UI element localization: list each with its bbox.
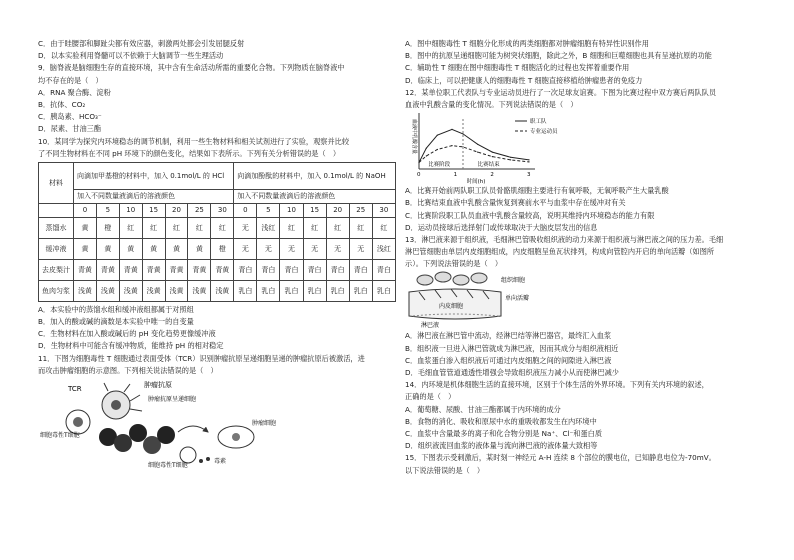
- table-cell-color: 青黄: [96, 259, 119, 280]
- text-line: 示）。下列说法错误的是（ ）: [405, 259, 503, 269]
- label-antigen: 肿瘤抗原: [144, 381, 172, 389]
- text-line: 11．下图为细胞毒性 T 细胞通过表面受体（TCR）识别肿瘤抗原呈递细胞呈递的肿瘤抗原后被激活，进: [38, 353, 365, 363]
- label-tcr: TCR: [68, 385, 82, 393]
- table-row: [39, 259, 396, 280]
- table-cell-color: 青黄: [211, 259, 234, 280]
- table-drop-count: 0: [74, 203, 97, 217]
- table-cell-color: 乳白: [349, 280, 372, 301]
- text-line: D．以本实验利用脊髓可以不依赖于大脑调节一些生理活动: [38, 51, 224, 61]
- text-line: A．本实验中的蒸馏水组和缓冲液组都属于对照组: [38, 304, 194, 314]
- table-drop-count: 30: [211, 203, 234, 217]
- tissue-cell-4: [471, 273, 487, 283]
- table-row: [39, 217, 396, 238]
- lactate-chart: [405, 111, 765, 185]
- text-line: C．血浆中含量最多的离子和化合物分别是 Na⁺、Cl⁻和蛋白质: [405, 428, 603, 438]
- tumor-cell-3: [129, 424, 147, 442]
- table-cell-color: 浅黄: [119, 280, 142, 301]
- table-drop-count: 25: [349, 203, 372, 217]
- table-cell-color: 浅黄: [142, 280, 165, 301]
- table-row-material: 缓冲液: [39, 238, 74, 259]
- series-point-1: [437, 149, 438, 150]
- text-line: B．比赛结束血液中乳酸含量恢复到赛前水平与血浆中存在缓冲对有关: [405, 198, 626, 208]
- table-cell-color: 红: [280, 217, 303, 238]
- series-point-1: [492, 156, 493, 157]
- text-line: 淋巴管细胞由单层内皮细胞组成，内皮细胞呈鱼瓦状排列，构成向管腔内开启的单向活瓣（如图所: [405, 247, 715, 257]
- table-cell-color: 无: [326, 238, 349, 259]
- text-line: 均不存在的是（ ）: [38, 75, 103, 85]
- right-a-text: [405, 38, 765, 111]
- text-line: 14．内环境是机体细胞生活的直接环境，区别于个体生活的外界环境。下列有关内环境的叙述，: [405, 380, 709, 390]
- table-cell-color: 无: [280, 238, 303, 259]
- series-point-0: [451, 129, 452, 130]
- table-cell-color: 红: [142, 217, 165, 238]
- text-line: 13．淋巴液来源于组织液，毛细淋巴管吸收组织液的动力来源于组织液与淋巴液之间的压力差。毛细: [405, 234, 724, 244]
- figure-11: [38, 377, 398, 469]
- table-cell-color: 青白: [280, 259, 303, 280]
- table-cell-color: 黄: [96, 238, 119, 259]
- text-line: A．葡萄糖、尿酸、甘油三酯都属于内环境的成分: [405, 404, 561, 414]
- x-axis-label: 时间(h): [466, 179, 486, 186]
- label-interstitial: 组织细胞: [501, 277, 526, 285]
- table-cell-color: 黄: [74, 217, 97, 238]
- legend-label-1: 专业运动员: [530, 129, 558, 136]
- series-point-1: [510, 159, 511, 160]
- table-naoh-header: 向滴加酚酞的材料中，加入 0.1mol/L 的 NaOH: [234, 162, 396, 189]
- text-line: D．毛细血管管道通透性增强会导致组织液压力减小从而使淋巴减少: [405, 368, 619, 377]
- table-material-header: 材料: [39, 162, 74, 203]
- table-cell-color: 青白: [234, 259, 257, 280]
- table-drop-count: 30: [372, 203, 395, 217]
- series-point-0: [477, 144, 478, 145]
- right-b-text: [405, 185, 765, 270]
- table-cell-color: 红: [349, 217, 372, 238]
- text-line: A．比赛开始前两队职工队员骨骼肌细胞主要进行有氧呼吸，无氧呼吸产生大量乳酸: [405, 186, 669, 196]
- text-line: A．图中细胞毒性 T 细胞分化形成的两类细胞都对肿瘤细胞有特异性识别作用: [405, 39, 649, 48]
- table-cell-color: 橙: [211, 238, 234, 259]
- right-c-text: [405, 330, 765, 476]
- series-point-1: [477, 152, 478, 153]
- label-toxin: 毒素: [214, 458, 227, 465]
- figure-12: [405, 111, 765, 185]
- table-cell-color: 乳白: [257, 280, 280, 301]
- table-drops-label: [39, 203, 74, 217]
- table-subheader-hcl: 加入不同数量液滴后的溶液颜色: [74, 189, 234, 203]
- annotation-end: 比赛结束: [477, 162, 500, 169]
- text-line: C．由于眭腰部和脚趾尖都有效应器，刺激两处都会引发屈腿反射: [38, 39, 245, 48]
- table-cell-color: 红: [303, 217, 326, 238]
- text-line: B．抗体、CO₂: [38, 99, 86, 109]
- table-cell-color: 浅黄: [96, 280, 119, 301]
- table-cell-color: 乳白: [326, 280, 349, 301]
- table-cell-color: 无: [257, 238, 280, 259]
- table-cell-color: 无: [303, 238, 326, 259]
- table-drop-count: 25: [188, 203, 211, 217]
- text-line: C．生物材料在加入酸或碱后的 pH 变化趋势更像缓冲液: [38, 329, 216, 339]
- table-drop-count: 20: [326, 203, 349, 217]
- table-cell-color: 青白: [326, 259, 349, 280]
- table-cell-color: 青白: [349, 259, 372, 280]
- series-point-1: [418, 162, 419, 163]
- x-tick-label: 0: [417, 172, 421, 179]
- table-row: [39, 238, 396, 259]
- text-line: 正确的是（ ）: [405, 392, 456, 402]
- label-endothelium: 内皮细胞: [439, 303, 464, 311]
- table-cell-color: 黄: [188, 238, 211, 259]
- table-drop-count: 15: [303, 203, 326, 217]
- label-tumor: 肿瘤细胞: [252, 420, 277, 427]
- table-cell-color: 浅黄: [165, 280, 188, 301]
- table-drop-count: 20: [165, 203, 188, 217]
- table-cell-color: 橙: [96, 217, 119, 238]
- table-row-material: 蒸馏水: [39, 217, 74, 238]
- lymph-diagram: [405, 270, 765, 330]
- table-drop-count: 10: [280, 203, 303, 217]
- table-row-material: 去皮梨汁: [39, 259, 74, 280]
- text-line: 以下说法错误的是（ ）: [405, 465, 485, 475]
- left-column: [38, 38, 398, 469]
- text-line: D．生物材料中可能含有缓冲物质，能维持 pH 的相对稳定: [38, 341, 224, 351]
- table-cell-color: 红: [188, 217, 211, 238]
- text-line: 而攻击肿瘤细胞的示意图。下列相关说法错误的是（ ）: [38, 365, 218, 375]
- text-line: B．食物的消化、吸收和原尿中水的重吸收都发生在内环境中: [405, 416, 597, 426]
- tumor-cell-5: [157, 426, 175, 444]
- right-column: [405, 38, 765, 477]
- text-line: 9．脑脊液是脑细胞生存的直接环境，其中含有生命活动所需的重要化合物。下列物质在脑脊液中: [38, 63, 345, 73]
- tumor-cell-2: [114, 434, 132, 452]
- series-point-1: [528, 161, 529, 162]
- table-cell-color: 浅黄: [211, 280, 234, 301]
- label-presenting: 肿瘤抗原呈递细胞: [148, 396, 197, 403]
- table-cell-color: 青白: [372, 259, 395, 280]
- table-cell-color: 无: [234, 238, 257, 259]
- table-cell-color: 青黄: [165, 259, 188, 280]
- series-point-0: [437, 135, 438, 136]
- figure-13: [405, 270, 765, 330]
- text-line: C．辅助性 T 细胞在图中细胞毒性 T 细胞活化的过程也发挥着重要作用: [405, 63, 630, 73]
- legend-label-0: 职工队: [530, 119, 547, 126]
- label-tcell: 细胞毒性T细胞: [40, 432, 80, 439]
- series-point-0: [426, 148, 427, 149]
- table-cell-color: 乳白: [234, 280, 257, 301]
- text-line: B．图中的抗原呈递细胞可能为树突状细胞，除此之外，B 细胞和巨噬细胞也具有呈递抗原的功能: [405, 51, 712, 61]
- text-line: C．比赛阶段职工队员血液中乳酸含量较高，说明其维持内环境稳态的能力有限: [405, 210, 655, 220]
- text-line: B．组织液一旦进入淋巴管就成为淋巴液，因而其成分与组织液相近: [405, 343, 619, 353]
- series-point-0: [462, 133, 463, 134]
- table-cell-color: 黄: [165, 238, 188, 259]
- table-cell-color: 浅黄: [74, 280, 97, 301]
- table-cell-color: 青白: [303, 259, 326, 280]
- tissue-cell-3: [453, 275, 469, 285]
- table-cell-color: 红: [119, 217, 142, 238]
- text-line: A．RNA 聚合酶、淀粉: [38, 87, 111, 97]
- series-point-0: [492, 152, 493, 153]
- table-cell-color: 青黄: [74, 259, 97, 280]
- table-cell-color: 青黄: [142, 259, 165, 280]
- table-drop-count: 15: [142, 203, 165, 217]
- text-line: D．运动员接球后选择射门或传球取决于大脑皮层发出的信息: [405, 222, 598, 232]
- label-valve: 单向活瓣: [505, 295, 530, 303]
- text-line: A．淋巴液在淋巴管中流动，经淋巴结等淋巴器官，最终汇入血浆: [405, 331, 612, 341]
- series-line-1: [419, 146, 529, 163]
- table-cell-color: 浅红: [257, 217, 280, 238]
- table-cell-color: 乳白: [280, 280, 303, 301]
- text-line: D．组织液流回血浆的液体量与流向淋巴液的液体量大致相等: [405, 441, 598, 451]
- table-cell-color: 黄: [142, 238, 165, 259]
- text-line: D．尿素、甘油三酯: [38, 124, 102, 134]
- text-line: C．胰岛素、HCO₃⁻: [38, 112, 102, 122]
- text-line: 10．某同学为探究内环境稳态的调节机制，利用一些生物材料和相关试剂进行了实验，观察并比较: [38, 136, 350, 146]
- tissue-cell-1: [417, 275, 433, 285]
- text-line: 12．某单位职工代表队与专业运动员进行了一次足球友谊赛。下图为比赛过程中双方赛后两队队员: [405, 87, 717, 97]
- label-tcell2: 细胞毒性T细胞: [148, 462, 188, 469]
- x-tick-label: 3: [527, 172, 531, 179]
- series-point-0: [510, 157, 511, 158]
- text-line: 血液中乳酸含量的变化情况。下列说法错误的是（ ）: [405, 99, 578, 109]
- table-subheader-naoh: 加入不同数量液滴后的溶液颜色: [234, 189, 396, 203]
- annotation-match: 比赛阶段: [428, 162, 451, 169]
- table-cell-color: 乳白: [372, 280, 395, 301]
- tcell-bottom: [180, 447, 196, 463]
- x-tick-label: 2: [490, 172, 494, 179]
- table-cell-color: 乳白: [303, 280, 326, 301]
- text-line: 15．下图表示受刺激后，某时刻一神经元 A-H 连续 8 个部位的膜电位，已知静息电位为-70mV。: [405, 453, 716, 463]
- text-line: D．临床上，可以把健康人的细胞毒性 T 细胞直接移植给肿瘤患者的免疫力: [405, 75, 643, 85]
- series-point-0: [528, 159, 529, 160]
- y-axis-label: 血液中乳酸含量: [411, 119, 417, 155]
- text-line: B．加入的酸或碱的滴数是本实验中唯一的自变量: [38, 317, 194, 327]
- table-cell-color: 红: [211, 217, 234, 238]
- tissue-cell-2: [435, 272, 451, 282]
- label-lymph: 淋巴液: [421, 322, 440, 330]
- table-cell-color: 浅黄: [188, 280, 211, 301]
- presenting-cell-nucleus: [111, 400, 121, 410]
- table-cell-color: 红: [372, 217, 395, 238]
- table-drop-count: 5: [96, 203, 119, 217]
- table-cell-color: 浅红: [372, 238, 395, 259]
- table-cell-color: 黄: [74, 238, 97, 259]
- results-table: [38, 162, 396, 302]
- text-line: 了不同生物材料在不同 pH 环境下的颜色变化，结果如下表所示。下列有关分析错误的是（ ）: [38, 148, 341, 158]
- table-cell-color: 红: [165, 217, 188, 238]
- table-drop-count: 10: [119, 203, 142, 217]
- series-line-0: [419, 130, 529, 163]
- table-row: [39, 280, 396, 301]
- series-point-1: [451, 145, 452, 146]
- table-cell-color: 青白: [257, 259, 280, 280]
- left-bottom-text: [38, 304, 398, 377]
- table-cell-color: 无: [234, 217, 257, 238]
- table-hcl-header: 向滴加甲基橙的材料中，加入 0.1mol/L 的 HCl: [74, 162, 234, 189]
- table-drop-count: 5: [257, 203, 280, 217]
- table-cell-color: 青黄: [119, 259, 142, 280]
- left-top-text: [38, 38, 398, 160]
- series-point-1: [426, 156, 427, 157]
- table-cell-color: 青黄: [188, 259, 211, 280]
- table-cell-color: 黄: [119, 238, 142, 259]
- x-tick-label: 1: [453, 172, 458, 179]
- table-row-material: 鱼肉匀浆: [39, 280, 74, 301]
- text-line: C．血浆蛋白渗入组织液后可通过内皮细胞之间的间隙进入淋巴液: [405, 355, 612, 365]
- tcell-diagram: [38, 377, 398, 469]
- table-body: [39, 203, 396, 301]
- table-cell-color: 红: [326, 217, 349, 238]
- table-cell-color: 无: [349, 238, 372, 259]
- table-drop-count: 0: [234, 203, 257, 217]
